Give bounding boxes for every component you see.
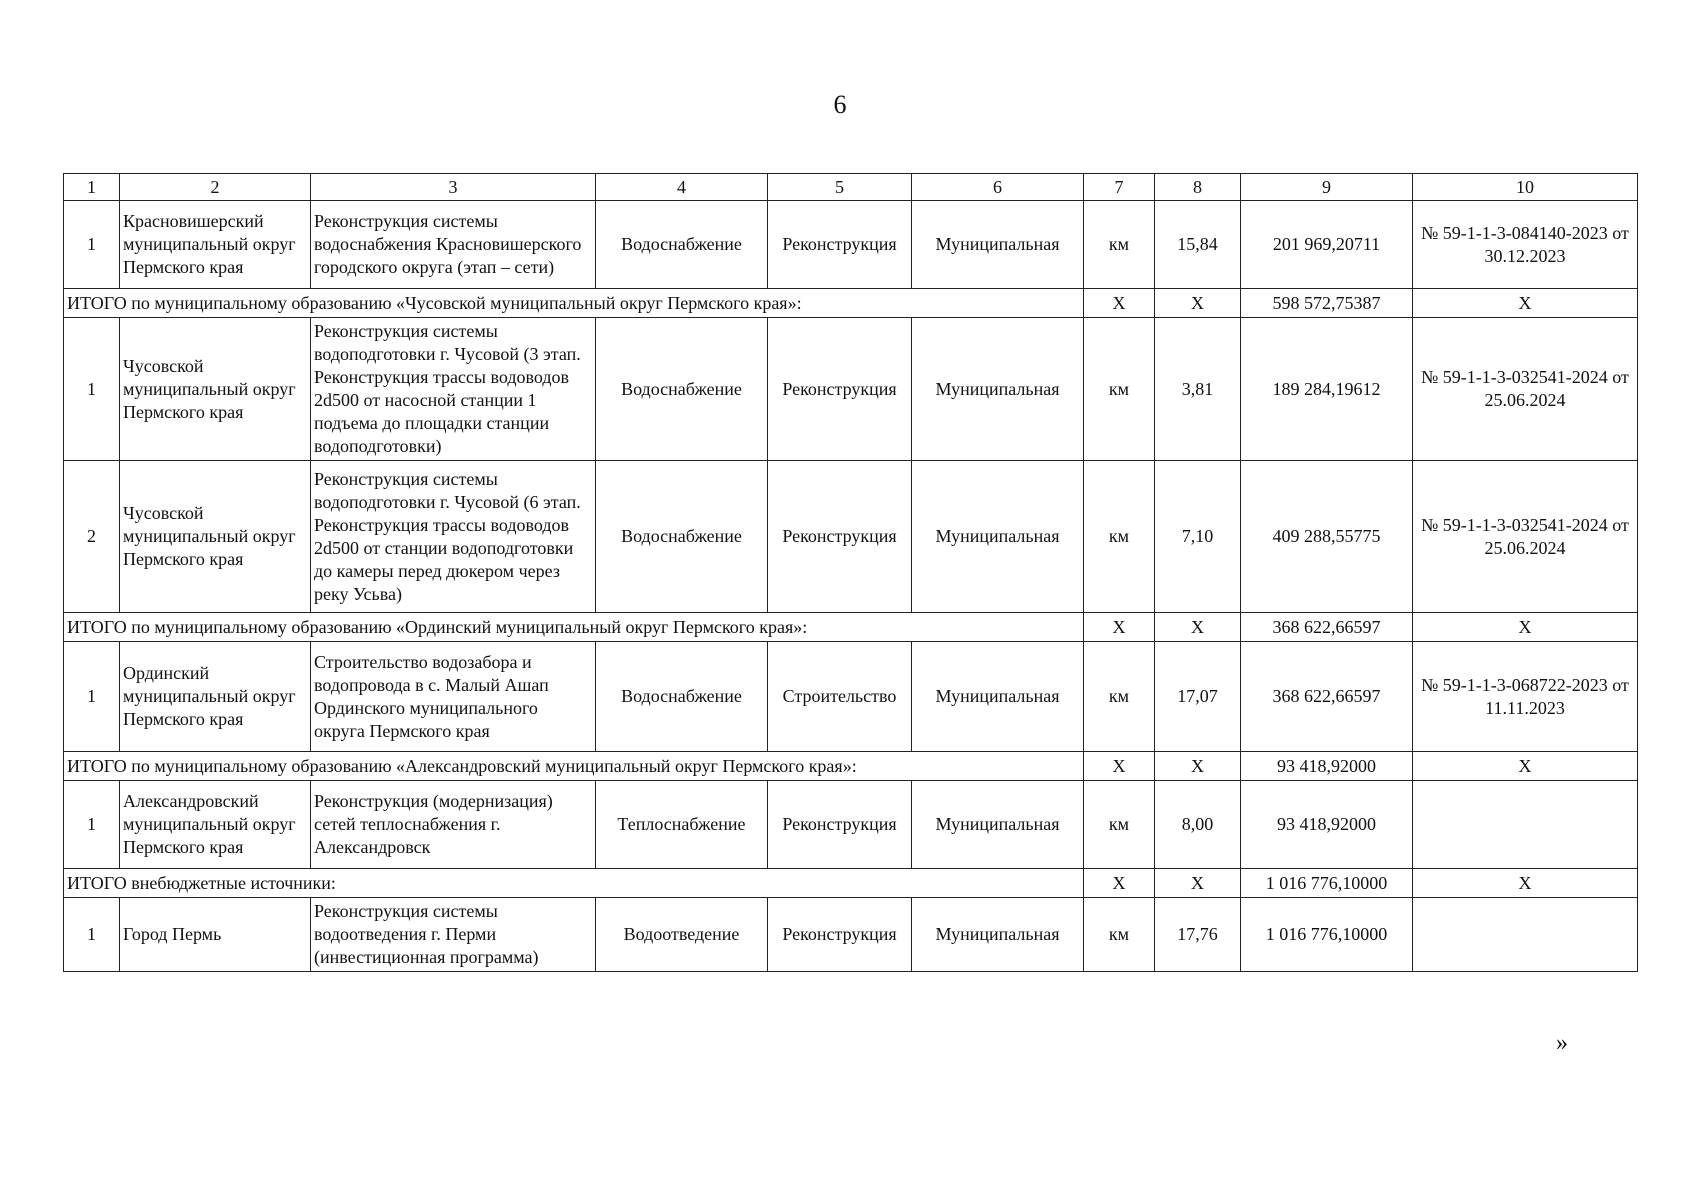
project-name-cell: Реконструкция (модернизация) сетей теплоснабжения г. Александровск bbox=[311, 781, 596, 869]
row-number: 1 bbox=[64, 318, 120, 461]
municipality-cell: Красновишерский муниципальный округ Пермского края bbox=[120, 201, 311, 289]
subtotal-length-mark: X bbox=[1155, 869, 1241, 898]
ownership-cell: Муниципальная bbox=[912, 318, 1084, 461]
subtotal-row bbox=[64, 613, 1638, 642]
project-row bbox=[64, 781, 1638, 869]
subtotal-cost: 368 622,66597 bbox=[1241, 613, 1413, 642]
row-number: 1 bbox=[64, 201, 120, 289]
cost-cell: 368 622,66597 bbox=[1241, 642, 1413, 752]
subtotal-row bbox=[64, 289, 1638, 318]
row-number: 2 bbox=[64, 461, 120, 613]
municipality-cell: Чусовской муниципальный округ Пермского края bbox=[120, 318, 311, 461]
cost-cell: 201 969,20711 bbox=[1241, 201, 1413, 289]
column-header: 2 bbox=[120, 174, 311, 201]
unit-cell: км bbox=[1084, 461, 1155, 613]
doc-reference-cell: № 59-1-1-3-032541-2024 от 25.06.2024 bbox=[1413, 318, 1638, 461]
project-name-cell: Реконструкция системы водоснабжения Красновишерского городского округа (этап – сети) bbox=[311, 201, 596, 289]
subtotal-label: ИТОГО по муниципальному образованию «Ординский муниципальный округ Пермского края»: bbox=[64, 613, 1084, 642]
doc-reference-cell: № 59-1-1-3-084140-2023 от 30.12.2023 bbox=[1413, 201, 1638, 289]
subtotal-unit-mark: X bbox=[1084, 752, 1155, 781]
subtotal-cost: 598 572,75387 bbox=[1241, 289, 1413, 318]
sector-cell: Водоснабжение bbox=[596, 461, 768, 613]
subtotal-doc-mark: X bbox=[1413, 752, 1638, 781]
project-name-cell: Строительство водозабора и водопровода в с. Малый Ашап Ординского муниципального округа Пермского края bbox=[311, 642, 596, 752]
cost-cell: 189 284,19612 bbox=[1241, 318, 1413, 461]
project-row bbox=[64, 201, 1638, 289]
doc-reference-cell: № 59-1-1-3-032541-2024 от 25.06.2024 bbox=[1413, 461, 1638, 613]
doc-reference-cell: № 59-1-1-3-068722-2023 от 11.11.2023 bbox=[1413, 642, 1638, 752]
row-number: 1 bbox=[64, 781, 120, 869]
subtotal-doc-mark: X bbox=[1413, 613, 1638, 642]
doc-reference-cell bbox=[1413, 898, 1638, 972]
length-cell: 17,07 bbox=[1155, 642, 1241, 752]
municipality-cell: Александровский муниципальный округ Пермского края bbox=[120, 781, 311, 869]
unit-cell: км bbox=[1084, 201, 1155, 289]
column-number-row bbox=[64, 174, 1638, 201]
subtotal-row bbox=[64, 869, 1638, 898]
municipality-cell: Город Пермь bbox=[120, 898, 311, 972]
cost-cell: 1 016 776,10000 bbox=[1241, 898, 1413, 972]
subtotal-unit-mark: X bbox=[1084, 289, 1155, 318]
subtotal-unit-mark: X bbox=[1084, 613, 1155, 642]
work-type-cell: Строительство bbox=[768, 642, 912, 752]
subtotal-label: ИТОГО по муниципальному образованию «Александровский муниципальный округ Пермского края»: bbox=[64, 752, 1084, 781]
subtotal-length-mark: X bbox=[1155, 289, 1241, 318]
unit-cell: км bbox=[1084, 318, 1155, 461]
unit-cell: км bbox=[1084, 642, 1155, 752]
length-cell: 3,81 bbox=[1155, 318, 1241, 461]
work-type-cell: Реконструкция bbox=[768, 781, 912, 869]
doc-reference-cell bbox=[1413, 781, 1638, 869]
subtotal-doc-mark: X bbox=[1413, 869, 1638, 898]
sector-cell: Водоснабжение bbox=[596, 201, 768, 289]
subtotal-unit-mark: X bbox=[1084, 869, 1155, 898]
subtotal-doc-mark: X bbox=[1413, 289, 1638, 318]
unit-cell: км bbox=[1084, 781, 1155, 869]
column-header: 9 bbox=[1241, 174, 1413, 201]
subtotal-length-mark: X bbox=[1155, 752, 1241, 781]
page-number: 6 bbox=[833, 90, 847, 119]
subtotal-row bbox=[64, 752, 1638, 781]
project-row bbox=[64, 318, 1638, 461]
column-header: 3 bbox=[311, 174, 596, 201]
column-header: 6 bbox=[912, 174, 1084, 201]
project-row bbox=[64, 461, 1638, 613]
column-header: 10 bbox=[1413, 174, 1638, 201]
sector-cell: Водоснабжение bbox=[596, 642, 768, 752]
project-name-cell: Реконструкция системы водоотведения г. Перми (инвестиционная программа) bbox=[311, 898, 596, 972]
cost-cell: 93 418,92000 bbox=[1241, 781, 1413, 869]
work-type-cell: Реконструкция bbox=[768, 318, 912, 461]
length-cell: 7,10 bbox=[1155, 461, 1241, 613]
municipality-cell: Чусовской муниципальный округ Пермского края bbox=[120, 461, 311, 613]
project-row bbox=[64, 642, 1638, 752]
cost-cell: 409 288,55775 bbox=[1241, 461, 1413, 613]
ownership-cell: Муниципальная bbox=[912, 461, 1084, 613]
work-type-cell: Реконструкция bbox=[768, 898, 912, 972]
project-name-cell: Реконструкция системы водоподготовки г. Чусовой (6 этап. Реконструкция трассы водоводов 2d500 от станции водоподготовки до камеры перед дюкером через реку Усьва) bbox=[311, 461, 596, 613]
column-header: 7 bbox=[1084, 174, 1155, 201]
column-header: 8 bbox=[1155, 174, 1241, 201]
sector-cell: Водоснабжение bbox=[596, 318, 768, 461]
projects-table bbox=[63, 173, 1638, 972]
ownership-cell: Муниципальная bbox=[912, 781, 1084, 869]
sector-cell: Теплоснабжение bbox=[596, 781, 768, 869]
project-name-cell: Реконструкция системы водоподготовки г. Чусовой (3 этап. Реконструкция трассы водоводов 2d500 от насосной станции 1 подъема до площадки станции водоподготовки) bbox=[311, 318, 596, 461]
unit-cell: км bbox=[1084, 898, 1155, 972]
length-cell: 8,00 bbox=[1155, 781, 1241, 869]
column-header: 5 bbox=[768, 174, 912, 201]
closing-quote-mark: » bbox=[1556, 1030, 1568, 1056]
ownership-cell: Муниципальная bbox=[912, 201, 1084, 289]
column-header: 1 bbox=[64, 174, 120, 201]
subtotal-cost: 93 418,92000 bbox=[1241, 752, 1413, 781]
length-cell: 17,76 bbox=[1155, 898, 1241, 972]
municipality-cell: Ординский муниципальный округ Пермского края bbox=[120, 642, 311, 752]
ownership-cell: Муниципальная bbox=[912, 642, 1084, 752]
ownership-cell: Муниципальная bbox=[912, 898, 1084, 972]
subtotal-cost: 1 016 776,10000 bbox=[1241, 869, 1413, 898]
sector-cell: Водоотведение bbox=[596, 898, 768, 972]
length-cell: 15,84 bbox=[1155, 201, 1241, 289]
row-number: 1 bbox=[64, 642, 120, 752]
work-type-cell: Реконструкция bbox=[768, 201, 912, 289]
subtotal-label: ИТОГО внебюджетные источники: bbox=[64, 869, 1084, 898]
subtotal-length-mark: X bbox=[1155, 613, 1241, 642]
work-type-cell: Реконструкция bbox=[768, 461, 912, 613]
project-row bbox=[64, 898, 1638, 972]
row-number: 1 bbox=[64, 898, 120, 972]
subtotal-label: ИТОГО по муниципальному образованию «Чусовской муниципальный округ Пермского края»: bbox=[64, 289, 1084, 318]
column-header: 4 bbox=[596, 174, 768, 201]
